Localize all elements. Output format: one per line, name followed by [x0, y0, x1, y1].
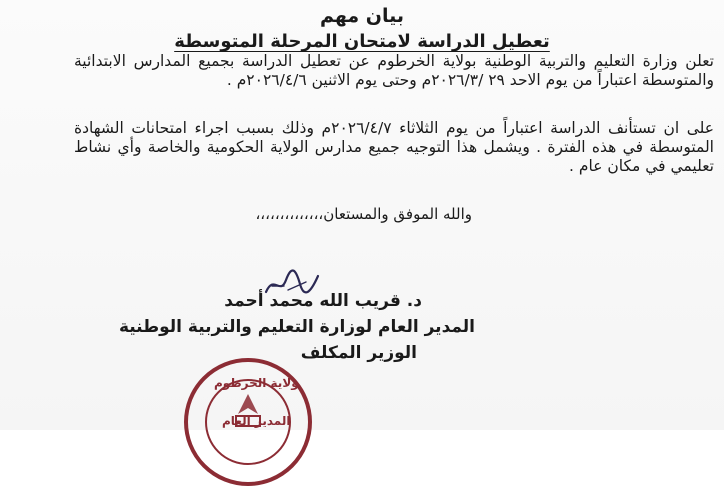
signatory-role: المدير العام لوزارة التعليم والتربية الوطنية [118, 317, 475, 337]
signatory-title: الوزير المكلف [300, 343, 417, 363]
stamp-bottom-text: المدير العام [222, 414, 291, 428]
stamp-top-text: ولاية الخرطوم [214, 376, 299, 390]
announcement-paragraph-2: على ان تستأنف الدراسة اعتباراً من يوم الثلاثاء ٢٠٢٦/٤/٧م وذلك بسبب اجراء امتحانات الشهادة المتوسطة في هذه الفترة . ويشمل هذا التوجيه جميع مدارس الولاية الحكومية والخاصة وأي نشاط تعليمي في مكان عام . [74, 119, 715, 175]
signatory-name: د. قريب الله محمد أحمد [224, 291, 422, 311]
announcement-paragraph-1: تعلن وزارة التعليم والتربية الوطنية بولاية الخرطوم عن تعطيل الدراسة بجميع المدارس الابتدائية والمتوسطة اعتباراً من يوم الاحد ٢٩ /٢٠٢٦/٣م وحتى يوم الاثنين ٢٠٢٦/٤/٦م . [74, 52, 714, 89]
document-title: بيان مهم [319, 5, 405, 27]
closing-line: والله الموفق والمستعان،،،،،،،،،،،،،، [255, 205, 472, 223]
document-subtitle: تعطيل الدراسة لامتحان المرحلة المتوسطة [174, 31, 550, 52]
